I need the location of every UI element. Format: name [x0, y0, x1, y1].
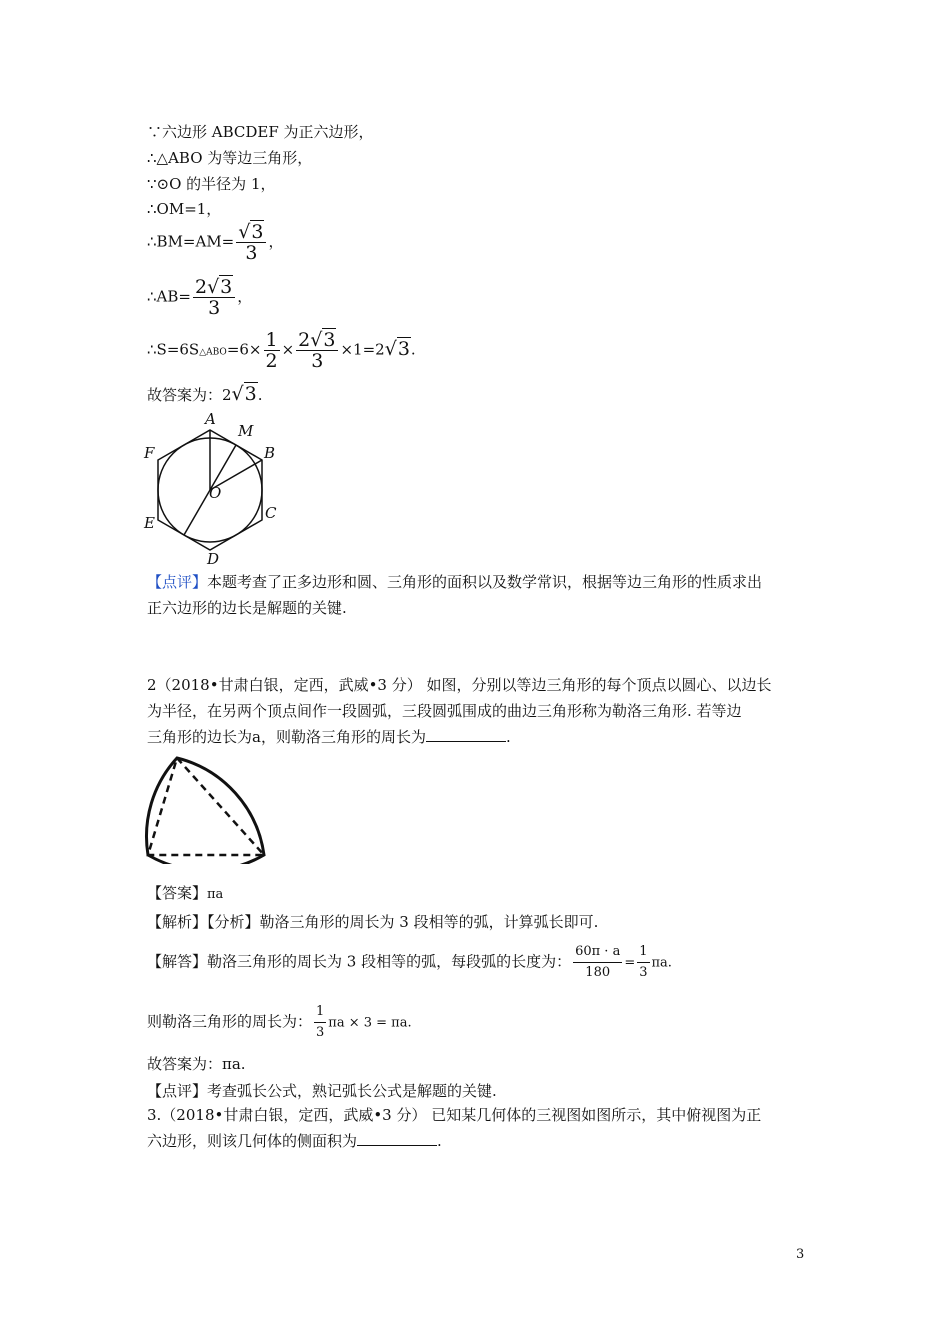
question-3-line-2: 六边形，则该几何体的侧面积为 .: [147, 1132, 442, 1150]
comment-2-line: 【点评】考查弧长公式，熟记弧长公式是解题的关键.: [147, 1082, 497, 1100]
comment-1-line-2: 正六边形的边长是解题的关键.: [147, 599, 347, 617]
label-a: A: [205, 410, 216, 428]
label-m: M: [238, 422, 254, 440]
hexagon-circle-figure: [140, 408, 290, 568]
question-3-line-1: 3.（2018•甘肃白银，定西，武威•3 分） 已知某几何体的三视图如图所示，其中俯视图为正: [147, 1106, 762, 1124]
question-2-line-3: 三角形的边长为a，则勒洛三角形的周长为 .: [147, 728, 511, 746]
proof-line-7: ∴S=6S△ABO=6× $\frac{1}{2}$ × $\frac{2√3}{3}$ ×1=2√3.: [147, 329, 416, 372]
perimeter-line: 则勒洛三角形的周长为： $\frac{1}{3}$ πa × 3 = πa.: [147, 1002, 412, 1043]
comment-1-line-1: 【点评】本题考查了正多边形和圆、三角形的面积以及数学常识，根据等边三角形的性质求出: [147, 573, 763, 591]
reuleaux-triangle-figure: [140, 752, 272, 864]
label-e: E: [144, 514, 155, 532]
proof-answer: 故答案为：2√3.: [147, 383, 263, 405]
reuleaux-arcs: [146, 758, 264, 864]
proof-line-6: ∴AB= $\frac{2√3}{3}$ ，: [147, 276, 253, 319]
comment-tag: 【点评】: [147, 573, 208, 591]
bm-am-text: ∴BM=AM=: [147, 232, 235, 251]
label-c: C: [265, 504, 277, 522]
fraction-one-third: $\frac{1}{3}$: [639, 944, 648, 980]
fraction-arc-length: $\frac{60\pi \cdot a}{180}$: [575, 944, 621, 980]
label-d: D: [207, 550, 220, 568]
label-b: B: [264, 444, 276, 462]
solve-line: 【解答】勒洛三角形的周长为 3 段相等的弧，每段弧的长度为： $\frac{60\pi \cdot a}{180}$ = $\frac{1}{3}$ πa.: [147, 942, 672, 983]
question-2-line-1: 2（2018•甘肃白银，定西，武威•3 分） 如图，分别以等边三角形的每个顶点以圆心、以边长: [147, 676, 772, 694]
answer-blank-2: [357, 1131, 437, 1146]
question-2-line-2: 为半径，在另两个顶点间作一段圆弧，三段圆弧围成的曲边三角形称为勒洛三角形. 若等边: [147, 702, 742, 720]
analysis-line: 【解析】【分析】勒洛三角形的周长为 3 段相等的弧，计算弧长即可.: [147, 913, 599, 931]
proof-line-4: ∴OM=1，: [147, 200, 222, 218]
answer-line: 【答案】πa: [147, 884, 224, 902]
page-number: 3: [796, 1247, 805, 1262]
proof-line-5: ∴BM=AM= $\frac{√3}{3}$ ，: [147, 221, 284, 264]
fraction-one-half: $\frac{1}{2}$: [265, 329, 278, 372]
final-answer-line: 故答案为：πa.: [147, 1055, 246, 1073]
segment-oe-dir: [184, 490, 210, 535]
fraction-2root3-over-3: $\frac{2√3}{3}$: [193, 277, 235, 318]
proof-line-2: ∴△ABO 为等边三角形，: [147, 149, 313, 167]
fraction-root3-over-3: $\frac{√3}{3}$: [236, 222, 266, 263]
label-o: O: [209, 484, 222, 502]
answer-blank: [426, 727, 506, 742]
fraction-one-third-b: $\frac{1}{3}$: [316, 1004, 325, 1040]
proof-line-1: ∵六边形 ABCDEF 为正六边形，: [147, 123, 374, 141]
fraction-2root3-over-3-b: $\frac{2√3}{3}$: [296, 330, 338, 371]
label-f: F: [144, 444, 155, 462]
ab-text: ∴AB=: [147, 287, 191, 306]
proof-line-3: ∵⊙O 的半径为 1，: [147, 175, 276, 193]
